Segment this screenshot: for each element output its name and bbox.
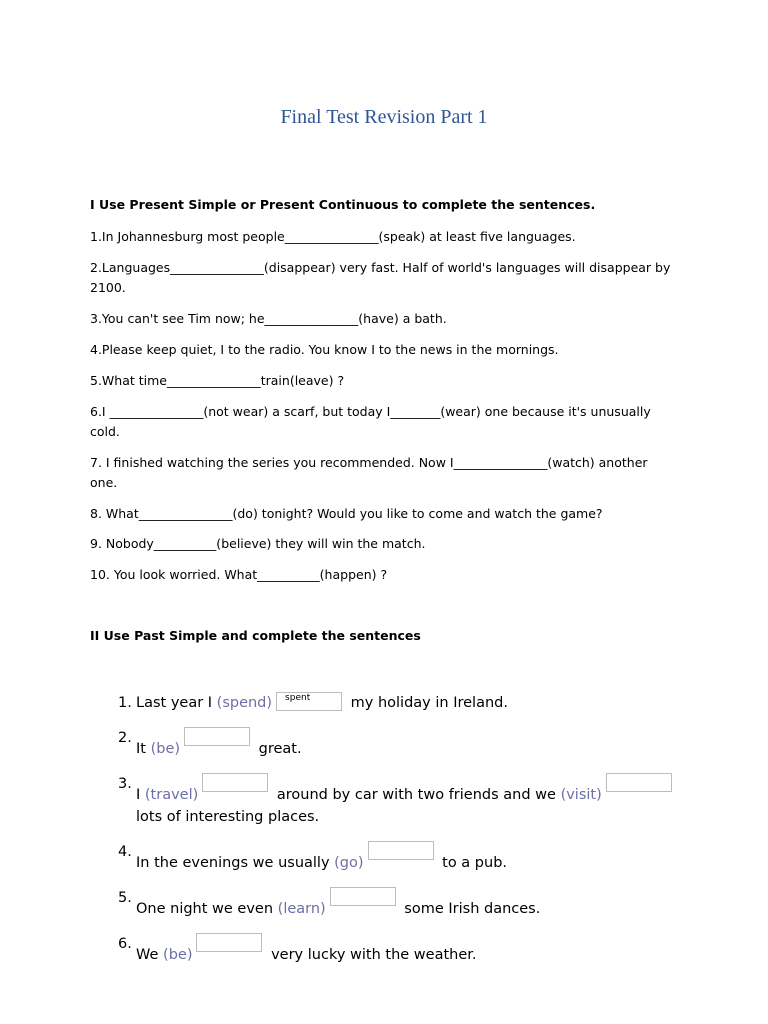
exercise1-item-1 [90,227,690,247]
item-text: It [136,741,151,757]
item-line: 9. Nobody__________(believe) they will win the match. [90,536,426,551]
verb-hint: (spend) [216,695,273,711]
exercise1-item-2 [90,258,690,298]
item-text: Last year I [136,695,217,711]
item-text: In the evenings we usually [136,855,335,871]
exercise1-item-7 [90,453,690,493]
item-line: 8. What_______________(do) tonight? Would you like to come and watch the game? [90,506,603,521]
item-number: 2. [118,730,132,746]
item-number: 3. [118,776,132,792]
item-line: one. [90,475,118,490]
item-line: 2100. [90,280,126,295]
exercise2-item-3 [118,773,698,828]
item-line: 1.In Johannesburg most people_______________(speak) at least five languages. [90,229,576,244]
answer-field[interactable] [606,773,672,792]
exercise1-item-8 [90,504,690,524]
verb-hint: (go) [334,855,364,871]
exercise1-item-10 [90,565,690,585]
exercise2-item-5 [118,887,698,920]
section1-heading: I Use Present Simple or Present Continuous to complete the sentences. [90,197,596,212]
page-title: Final Test Revision Part 1 [280,106,488,128]
item-text: around by car with two friends and we [272,787,561,803]
item-text: great. [254,741,302,757]
item-line: 10. You look worried. What__________(happen) ? [90,567,388,582]
exercise1-item-9 [90,534,690,554]
item-number: 4. [118,844,132,860]
exercise1-item-5 [90,371,690,391]
item-line: 7. I finished watching the series you recommended. Now I_______________(watch) another [90,455,648,470]
item-number: 6. [118,936,132,952]
item-text: lots of interesting places. [136,809,320,825]
answer-field[interactable]: spent [276,692,342,711]
answer-field[interactable] [184,727,250,746]
item-text: One night we even [136,901,278,917]
item-text: some Irish dances. [399,901,541,917]
verb-hint: (travel) [144,787,199,803]
verb-hint: (visit) [560,787,602,803]
exercise1-item-6 [90,402,690,442]
item-line: 2.Languages_______________(disappear) very fast. Half of world's languages will disappear by [90,260,671,275]
section2-heading: II Use Past Simple and complete the sentences [90,628,421,643]
item-line: 3.You can't see Tim now; he_______________(have) a bath. [90,311,447,326]
item-line: 4.Please keep quiet, I to the radio. You know I to the news in the mornings. [90,342,559,357]
item-line: 5.What time_______________train(leave) ? [90,373,345,388]
item-text: to a pub. [437,855,508,871]
answer-field[interactable] [368,841,434,860]
verb-hint: (learn) [277,901,326,917]
answer-field[interactable] [330,887,396,906]
item-line: 6.I _______________(not wear) a scarf, but today I________(wear) one because it's unusually [90,404,651,419]
exercise2-list [118,692,698,966]
exercise2-item-2 [118,727,698,760]
verb-hint: (be) [150,741,181,757]
item-number: 1. [118,695,132,711]
exercise2-item-4 [118,841,698,874]
exercise1-item-4 [90,340,690,360]
answer-field[interactable] [202,773,268,792]
item-text: my holiday in Ireland. [346,695,508,711]
item-text: very lucky with the weather. [266,947,477,963]
exercise1-item-3 [90,309,690,329]
item-line: cold. [90,424,120,439]
item-text: I [136,787,145,803]
item-number: 5. [118,890,132,906]
exercise2-item-1 [118,692,698,714]
verb-hint: (be) [163,947,193,963]
item-text: We [136,947,164,963]
answer-field[interactable] [196,933,262,952]
exercise2-item-6 [118,933,698,966]
